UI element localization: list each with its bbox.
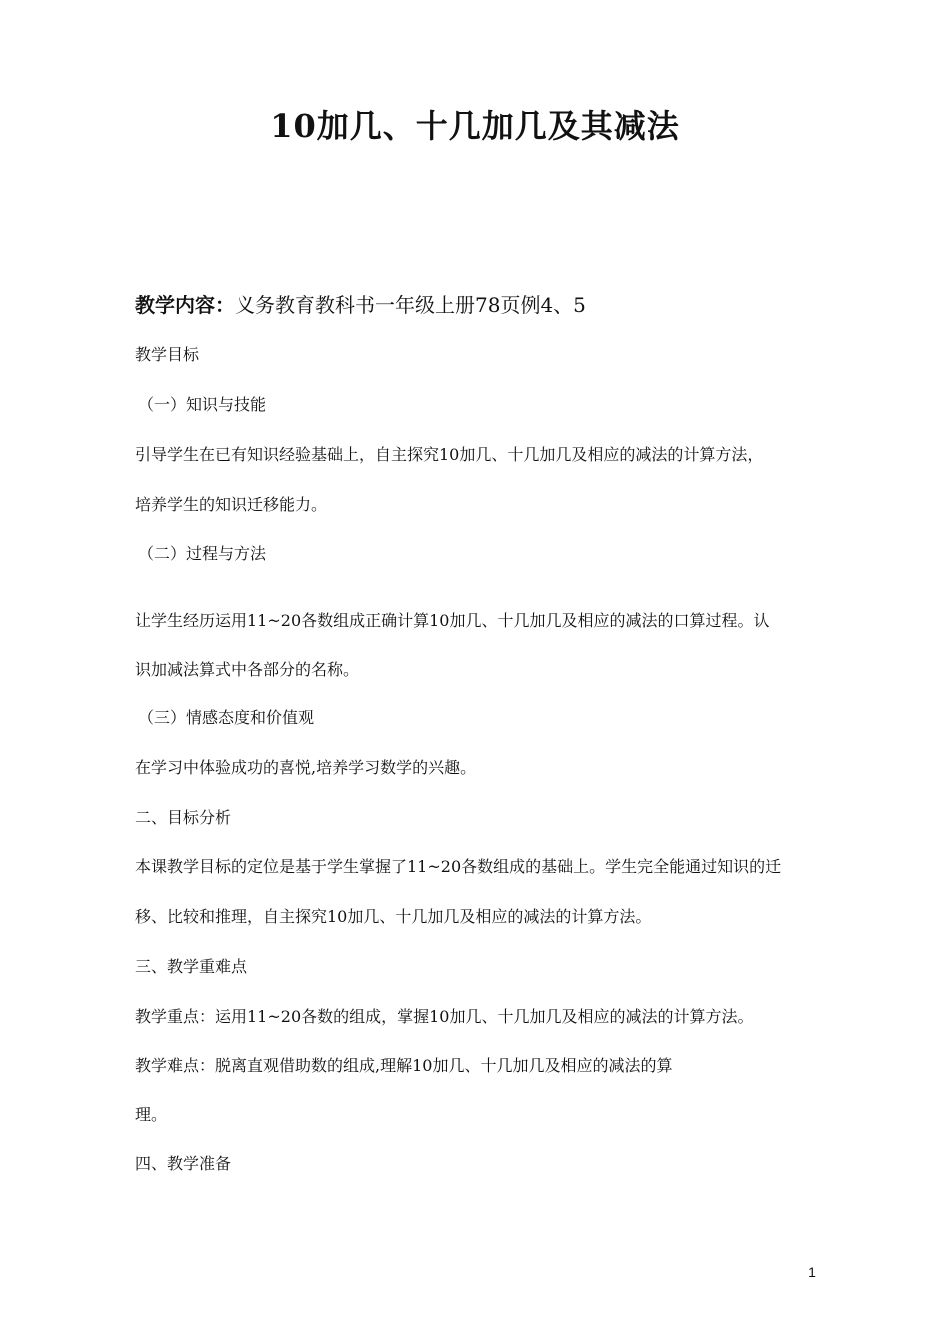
heading-teaching-preparation: 四、教学准备	[135, 1154, 232, 1173]
page-number: 1	[808, 1264, 816, 1280]
paragraph-line: 培养学生的知识迁移能力。	[135, 495, 328, 514]
heading-goal-analysis: 二、目标分析	[135, 808, 232, 827]
paragraph-line: 本课教学目标的定位是基于学生掌握了11~20各数组成的基础上。学生完全能通过知识的迁	[135, 857, 782, 876]
document-title: 10加几、十几加几及其减法	[270, 107, 680, 145]
heading-key-difficult-points: 三、教学重难点	[135, 957, 248, 976]
subheading-knowledge-skills: （一）知识与技能	[138, 395, 267, 414]
teaching-content-value: 义务教育教科书一年级上册78页例4、5	[235, 293, 586, 317]
paragraph-line: 移、比较和推理，自主探究10加几、十几加几及相应的减法的计算方法。	[135, 907, 652, 926]
subheading-process-methods: （二）过程与方法	[138, 544, 267, 563]
paragraph-line: 教学难点：脱离直观借助数的组成,理解10加几、十几加几及相应的减法的算	[135, 1056, 673, 1075]
paragraph-line: 识加减法算式中各部分的名称。	[135, 660, 360, 679]
teaching-content-line	[135, 290, 586, 320]
teaching-content-label: 教学内容：	[135, 293, 235, 317]
paragraph-line: 在学习中体验成功的喜悦,培养学习数学的兴趣。	[135, 758, 477, 777]
paragraph-line: 引导学生在已有知识经验基础上，自主探究10加几、十几加几及相应的减法的计算方法，	[135, 445, 764, 464]
paragraph-line: 教学重点：运用11~20各数的组成，掌握10加几、十几加几及相应的减法的计算方法。	[135, 1007, 754, 1026]
heading-teaching-goals: 教学目标	[135, 345, 200, 364]
subheading-attitudes-values: （三）情感态度和价值观	[138, 708, 315, 727]
paragraph-line: 让学生经历运用11~20各数组成正确计算10加几、十几加几及相应的减法的口算过程。认	[135, 611, 770, 630]
paragraph-line: 理。	[135, 1105, 168, 1124]
